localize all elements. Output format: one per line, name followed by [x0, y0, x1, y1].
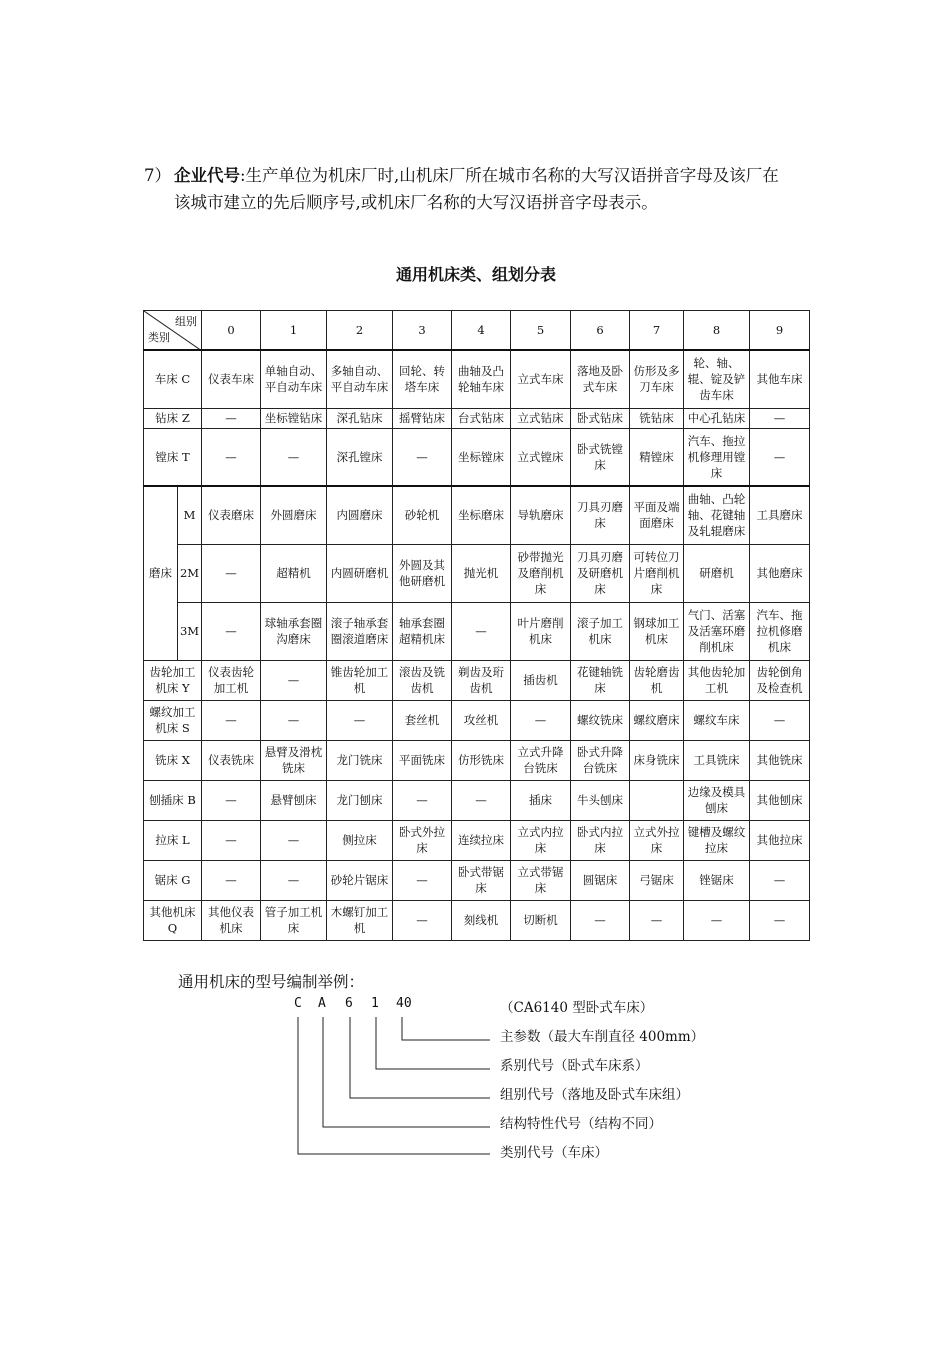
table-cell: 卧式升降台铣床 [571, 740, 630, 780]
table-cell: 滚子加工机床 [571, 602, 630, 660]
table-cell: 铣钻床 [630, 408, 684, 428]
table-cell: 悬臂刨床 [261, 780, 327, 820]
table-cell: 卧式钻床 [571, 408, 630, 428]
table-cell: 卧式带锯床 [452, 860, 511, 900]
code-char: A [318, 996, 326, 1011]
table-cell: — [202, 820, 261, 860]
table-cell: 抛光机 [452, 544, 511, 602]
example-structure-code: 结构特性代号（结构不同） [500, 1116, 662, 1132]
table-cell: 立式镗床 [511, 428, 571, 486]
table-cell: 研磨机 [684, 544, 750, 602]
table-cell: 仪表磨床 [202, 486, 261, 544]
table-cell: 花键轴铣床 [571, 660, 630, 700]
table-cell: 齿轮磨齿机 [630, 660, 684, 700]
table-cell: 平面及端面磨床 [630, 486, 684, 544]
corner-top-label: 组别 [175, 315, 197, 328]
row-label: 车床 C [144, 350, 202, 408]
table-cell: — [202, 780, 261, 820]
table-cell: 立式车床 [511, 350, 571, 408]
table-cell: 滚齿及铣齿机 [393, 660, 452, 700]
table-cell: 龙门刨床 [327, 780, 393, 820]
table-cell: — [571, 900, 630, 940]
table-cell: 立式内拉床 [511, 820, 571, 860]
table-cell: — [452, 780, 511, 820]
col-header: 2 [327, 311, 393, 351]
example-label: 通用机床的型号编制举例： [178, 973, 365, 991]
table-cell: 其他车床 [750, 350, 810, 408]
table-cell: 刻线机 [452, 900, 511, 940]
table-cell: 砂轮片锯床 [327, 860, 393, 900]
table-cell: — [393, 780, 452, 820]
table-title: 通用机床类、组划分表 [395, 265, 556, 284]
table-cell: 剃齿及珩齿机 [452, 660, 511, 700]
table-cell: 立式带锯床 [511, 860, 571, 900]
col-header: 9 [750, 311, 810, 351]
table-cell: 插齿机 [511, 660, 571, 700]
table-cell: 其他刨床 [750, 780, 810, 820]
table-cell: 圆锯床 [571, 860, 630, 900]
table-cell: 锉锯床 [684, 860, 750, 900]
sub-label: M [178, 486, 202, 544]
table-cell: 弓锯床 [630, 860, 684, 900]
table-cell: 床身铣床 [630, 740, 684, 780]
col-header: 8 [684, 311, 750, 351]
table-cell: 锥齿轮加工机 [327, 660, 393, 700]
table-cell: 螺纹车床 [684, 700, 750, 740]
row-label: 螺纹加工机床 S [144, 700, 202, 740]
table-cell: 卧式铣镗床 [571, 428, 630, 486]
table-cell: 攻丝机 [452, 700, 511, 740]
table-cell: 卧式内拉床 [571, 820, 630, 860]
table-cell: 台式钻床 [452, 408, 511, 428]
table-cell: 插床 [511, 780, 571, 820]
table-cell: 回轮、转塔车床 [393, 350, 452, 408]
row-label: 刨插床 B [144, 780, 202, 820]
term-bold: 企业代号 [174, 166, 240, 185]
table-cell: — [202, 860, 261, 900]
table-cell: — [202, 544, 261, 602]
table-cell: 悬臂及滑枕铣床 [261, 740, 327, 780]
table-cell: — [261, 860, 327, 900]
col-header: 7 [630, 311, 684, 351]
table-cell: 坐标磨床 [452, 486, 511, 544]
table-cell: 键槽及螺纹拉床 [684, 820, 750, 860]
table-cell: 侧拉床 [327, 820, 393, 860]
table-cell: 齿轮倒角及检查机 [750, 660, 810, 700]
table-cell: — [202, 408, 261, 428]
table-cell: 可转位刀片磨削机床 [630, 544, 684, 602]
table-cell: 螺纹铣床 [571, 700, 630, 740]
table-cell: — [393, 428, 452, 486]
table-cell: 导轨磨床 [511, 486, 571, 544]
table-cell: 切断机 [511, 900, 571, 940]
row-label: 钻床 Z [144, 408, 202, 428]
table-cell: 连续拉床 [452, 820, 511, 860]
table-cell: — [750, 700, 810, 740]
table-cell: 龙门铣床 [327, 740, 393, 780]
item-number: 7） [144, 166, 171, 185]
table-cell: — [511, 700, 571, 740]
table-cell: 曲轴及凸轮轴车床 [452, 350, 511, 408]
code-char: 6 [345, 996, 353, 1011]
code-char: 40 [396, 996, 412, 1011]
bracket-structure [323, 1017, 490, 1127]
table-cell: 其他齿轮加工机 [684, 660, 750, 700]
table-cell: — [684, 900, 750, 940]
col-header: 4 [452, 311, 511, 351]
table-cell: 汽车、拖拉机修磨机床 [750, 602, 810, 660]
table-cell: 套丝机 [393, 700, 452, 740]
example-main-param: 主参数（最大车削直径 400mm） [500, 1029, 705, 1045]
table-cell: 管子加工机床 [261, 900, 327, 940]
para-line-2: 该城市建立的先后顺序号,或机床厂名称的大写汉语拼音字母表示。 [174, 193, 658, 212]
table-cell: — [202, 428, 261, 486]
sub-label: 2M [178, 544, 202, 602]
table-cell: 中心孔钻床 [684, 408, 750, 428]
code-char: 1 [371, 996, 379, 1011]
table-cell: 仪表齿轮加工机 [202, 660, 261, 700]
table-cell: 刀具刃磨及研磨机床 [571, 544, 630, 602]
bracket-series [376, 1017, 490, 1069]
table-cell: 精镗床 [630, 428, 684, 486]
table-cell: — [261, 700, 327, 740]
table-cell: 坐标镗床 [452, 428, 511, 486]
table-cell: 立式升降台铣床 [511, 740, 571, 780]
table-cell: 多轴自动、平自动车床 [327, 350, 393, 408]
code-char: C [294, 996, 302, 1011]
table-cell: 其他磨床 [750, 544, 810, 602]
example-group-code: 组别代号（落地及卧式车床组） [500, 1087, 689, 1103]
row-label: 拉床 L [144, 820, 202, 860]
table-cell: 汽车、拖拉机修理用镗床 [684, 428, 750, 486]
table-cell: 立式外拉床 [630, 820, 684, 860]
table-cell: 仿形铣床 [452, 740, 511, 780]
table-cell: — [452, 602, 511, 660]
row-label-grinding: 磨床 [144, 486, 178, 660]
table-cell: — [750, 860, 810, 900]
table-cell: 外圆磨床 [261, 486, 327, 544]
example-class-code: 类别代号（车床） [500, 1145, 608, 1161]
corner-bottom-label: 类别 [148, 331, 170, 344]
table-cell: 深孔钻床 [327, 408, 393, 428]
table-cell: — [750, 408, 810, 428]
table-cell: 轮、轴、辊、锭及铲齿车床 [684, 350, 750, 408]
row-label: 镗床 T [144, 428, 202, 486]
table-cell: 边缘及模具刨床 [684, 780, 750, 820]
row-label: 铣床 X [144, 740, 202, 780]
table-cell: 仪表车床 [202, 350, 261, 408]
table-cell: 螺纹磨床 [630, 700, 684, 740]
table-cell: 摇臂钻床 [393, 408, 452, 428]
bracket-class [298, 1017, 490, 1154]
table-cell: 仪表铣床 [202, 740, 261, 780]
table-cell: 立式钻床 [511, 408, 571, 428]
table-cell: — [393, 900, 452, 940]
sub-label: 3M [178, 602, 202, 660]
col-header: 5 [511, 311, 571, 351]
table-cell: 工具铣床 [684, 740, 750, 780]
row-label: 其他机床 Q [144, 900, 202, 940]
table-cell: — [261, 660, 327, 700]
table-cell: 轴承套圈超精机床 [393, 602, 452, 660]
table-cell: 叶片磨削机床 [511, 602, 571, 660]
table-cell: 落地及卧式车床 [571, 350, 630, 408]
table-cell: — [393, 860, 452, 900]
table-cell: — [202, 602, 261, 660]
row-label: 齿轮加工机床 Y [144, 660, 202, 700]
table-cell: — [261, 428, 327, 486]
table-cell: 刀具刃磨床 [571, 486, 630, 544]
table-cell: 砂轮机 [393, 486, 452, 544]
table-cell: 球轴承套圈沟磨床 [261, 602, 327, 660]
table-cell: 仿形及多刀车床 [630, 350, 684, 408]
row-label: 锯床 G [144, 860, 202, 900]
table-cell: 砂带抛光及磨削机床 [511, 544, 571, 602]
table-cell: — [630, 900, 684, 940]
table-cell: 其他拉床 [750, 820, 810, 860]
table-cell: — [750, 428, 810, 486]
table-cell: 牛头刨床 [571, 780, 630, 820]
col-header: 0 [202, 311, 261, 351]
table-cell: 坐标镗钻床 [261, 408, 327, 428]
col-header: 6 [571, 311, 630, 351]
col-header: 3 [393, 311, 452, 351]
table-cell: — [261, 820, 327, 860]
table-cell: 超精机 [261, 544, 327, 602]
bracket-group [350, 1017, 490, 1098]
table-cell: — [327, 700, 393, 740]
table-cell: 卧式外拉床 [393, 820, 452, 860]
table-cell: 其他铣床 [750, 740, 810, 780]
table-cell: 气门、活塞及活塞环磨削机床 [684, 602, 750, 660]
col-header: 1 [261, 311, 327, 351]
example-series-code: 系别代号（卧式车床系） [500, 1058, 649, 1074]
table-cell: 单轴自动、平自动车床 [261, 350, 327, 408]
para-line-1: :生产单位为机床厂时,山机床厂所在城市名称的大写汉语拼音字母及该厂在 [240, 166, 779, 185]
table-cell: 外圆及其他研磨机 [393, 544, 452, 602]
table-cell: 内圆磨床 [327, 486, 393, 544]
table-cell: 钢球加工机床 [630, 602, 684, 660]
bracket-main-param [402, 1017, 490, 1040]
table-cell: 工具磨床 [750, 486, 810, 544]
table-cell: 其他仪表机床 [202, 900, 261, 940]
example-model-name: （CA6140 型卧式车床） [500, 1000, 654, 1016]
table-cell: 木螺钉加工机 [327, 900, 393, 940]
table-cell: 曲轴、凸轮轴、花键轴及轧辊磨床 [684, 486, 750, 544]
table-cell: — [750, 900, 810, 940]
table-cell: — [202, 700, 261, 740]
table-cell: 平面铣床 [393, 740, 452, 780]
table-cell: 内圆研磨机 [327, 544, 393, 602]
table-cell: 深孔镗床 [327, 428, 393, 486]
table-cell: 滚子轴承套圈滚道磨床 [327, 602, 393, 660]
